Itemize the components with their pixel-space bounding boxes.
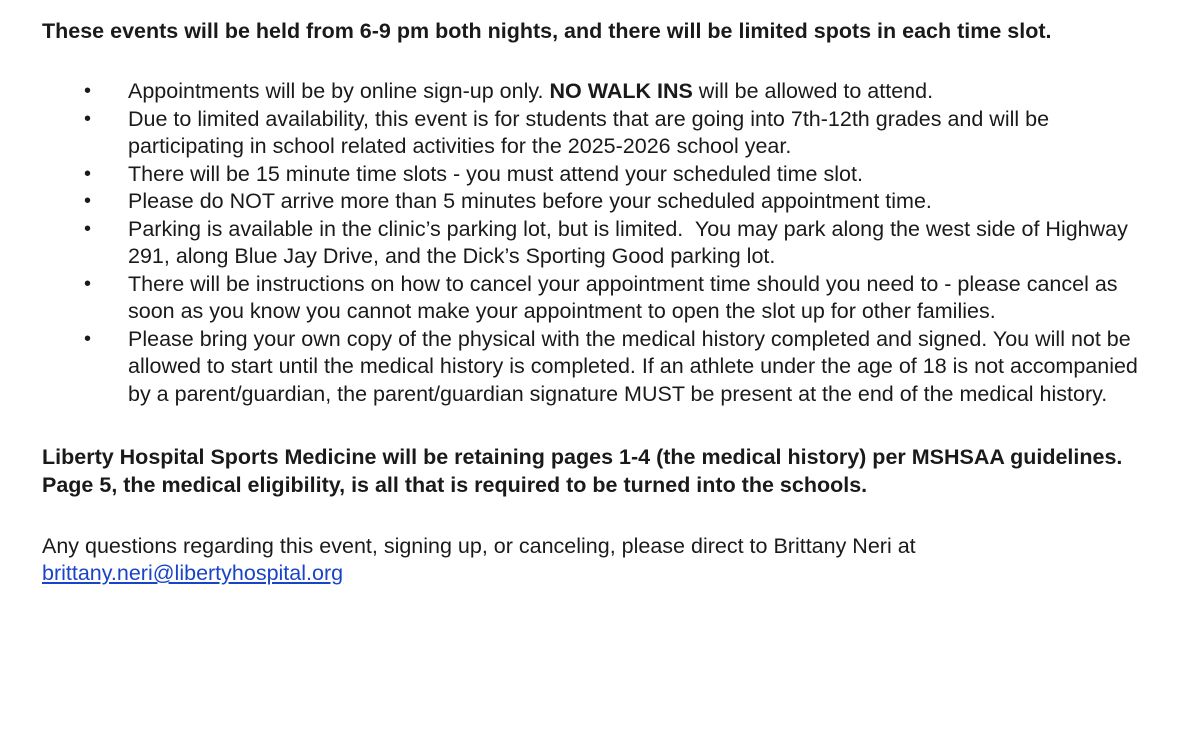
- contact-text: Any questions regarding this event, signing up, or canceling, please direct to Brittany Neri at: [42, 534, 916, 558]
- requirements-list: [42, 78, 1160, 408]
- list-item-text: Parking is available in the clinic’s parking lot, but is limited. You may park along the west side of Highway 291, along Blue Jay Drive, and the Dick’s Sporting Good parking lot.: [128, 216, 1134, 268]
- contact-paragraph: [42, 533, 1152, 587]
- list-item: [42, 271, 1158, 326]
- bullet-icon: •: [84, 107, 92, 130]
- bullet-icon: •: [84, 272, 92, 295]
- list-item-text: Due to limited availability, this event is for students that are going into 7th-12th grades and will be participating in school related activities for the 2025-2026 school year.: [128, 106, 1050, 158]
- bullet-icon: •: [84, 217, 92, 240]
- list-item-emphasis: NO WALK INS: [549, 79, 693, 103]
- list-item-text: Please bring your own copy of the physical with the medical history completed and signed. You will not be allowed to start until the medical history is completed. If an athlete under the age of 18 is not accompanied by a parent/guardian, the parent/guardian signature MUST be present at the end of the medical history.: [128, 326, 1138, 406]
- intro-paragraph: These events will be held from 6-9 pm both nights, and there will be limited spots in each time slot.: [42, 19, 1052, 43]
- list-item: [42, 78, 1158, 106]
- list-item-text: Please do NOT arrive more than 5 minutes before your scheduled appointment time.: [128, 189, 932, 213]
- list-item-text: There will be 15 minute time slots - you must attend your scheduled time slot.: [128, 161, 863, 186]
- list-item-text-end: will be allowed to attend.: [692, 79, 934, 103]
- list-item: [42, 161, 1158, 189]
- list-item: [42, 106, 1158, 161]
- list-item: [42, 326, 1158, 409]
- bullet-icon: •: [84, 80, 92, 102]
- bullet-icon: •: [84, 327, 92, 350]
- bullet-icon: •: [84, 162, 92, 185]
- list-item-text: There will be instructions on how to cancel your appointment time should you need to - please cancel as soon as you know you cannot make your appointment to open the slot up for other families.: [128, 271, 1118, 323]
- list-item: [42, 216, 1158, 271]
- retention-note: Liberty Hospital Sports Medicine will be retaining pages 1-4 (the medical history) per MSHSAA guidelines. Page 5, the medical eligibility, is all that is required to be turned into the schools.: [42, 445, 1123, 497]
- list-item: [42, 188, 1158, 216]
- email-link[interactable]: brittany.neri@libertyhospital.org: [42, 561, 344, 585]
- bullet-icon: •: [84, 190, 92, 212]
- list-item-text: Appointments will be by online sign-up only.: [128, 79, 550, 103]
